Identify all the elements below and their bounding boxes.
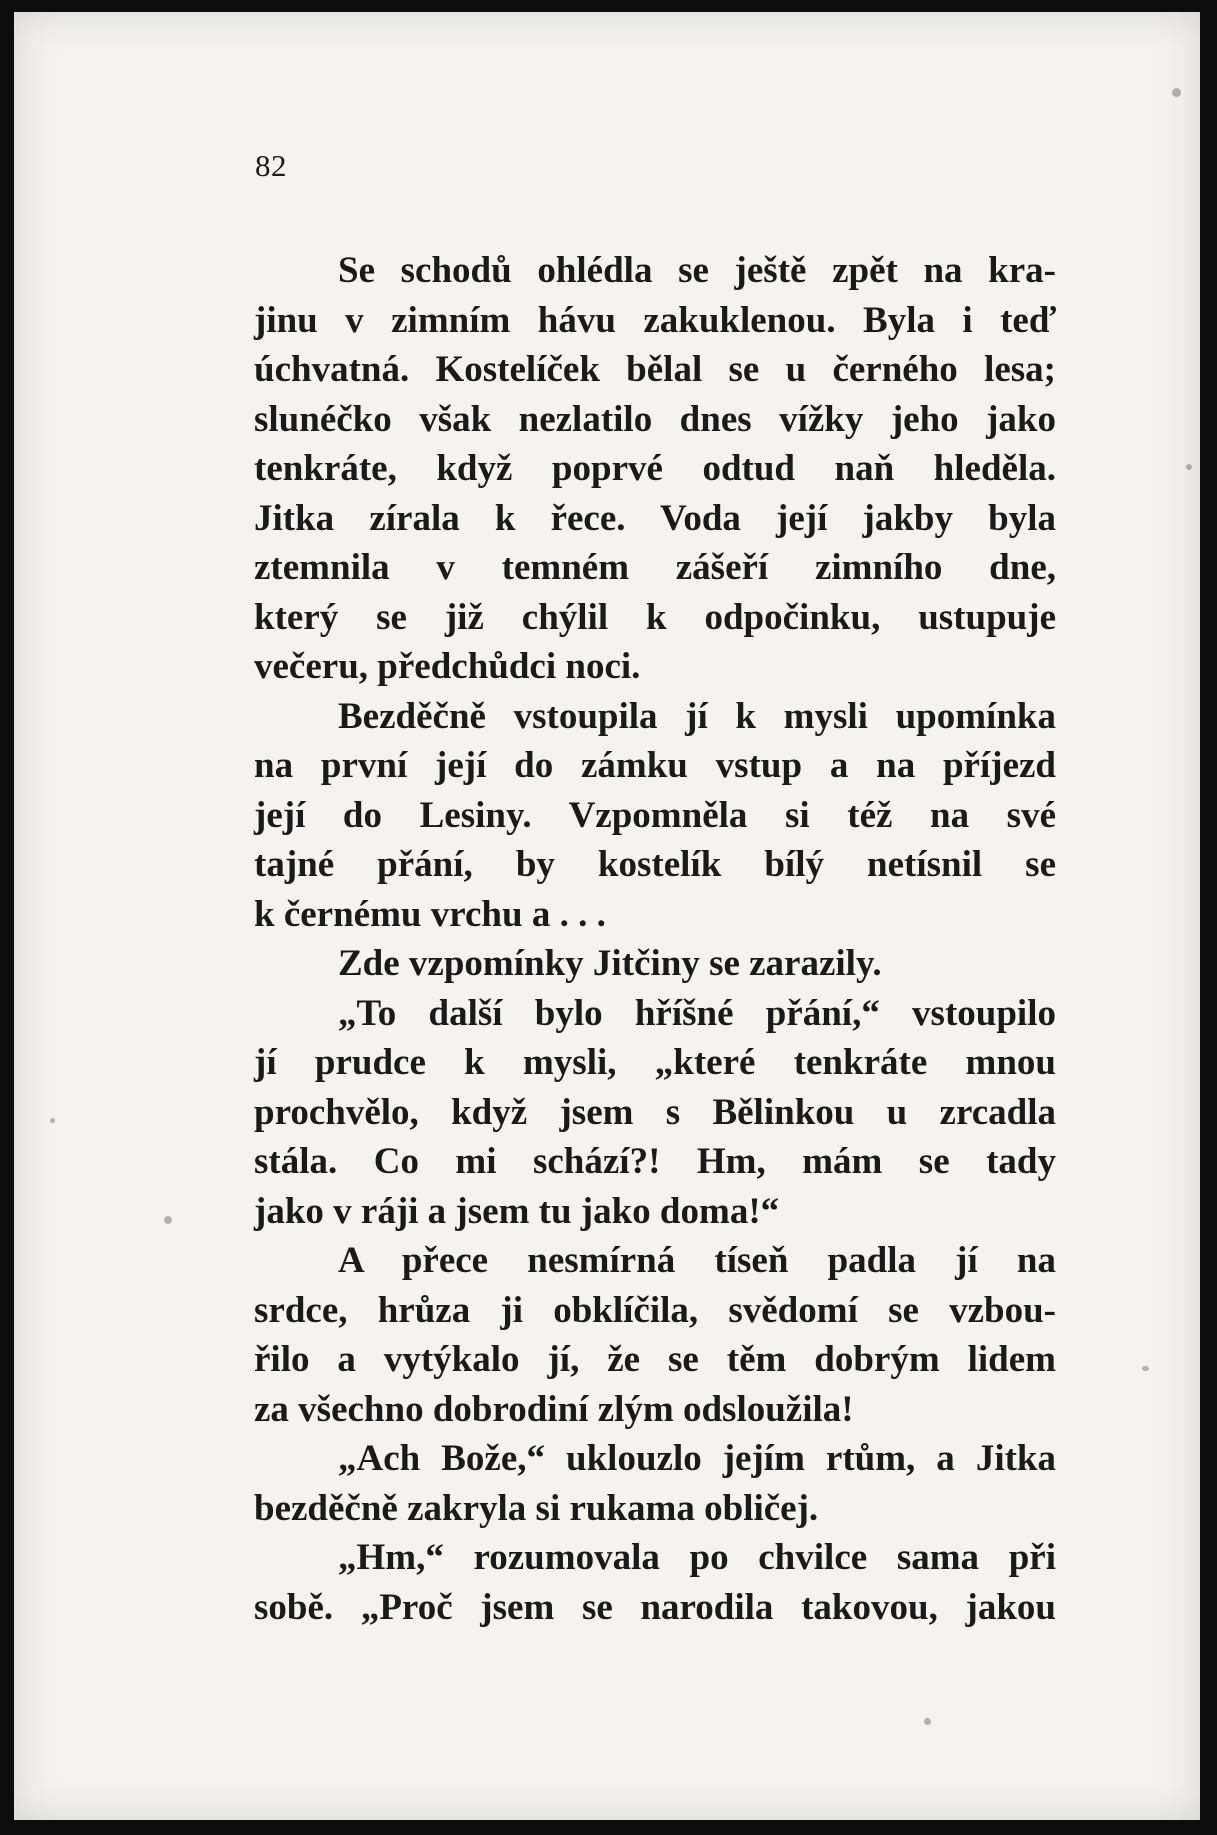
text-line: jí prudce k mysli, „které tenkráte mnou xyxy=(254,1042,1056,1083)
text-line: Zde vzpomínky Jitčiny se zarazily. xyxy=(338,943,882,984)
text-line: „Hm,“ rozumovala po chvilce sama při xyxy=(338,1537,1056,1578)
text-line: Se schodů ohlédla se ještě zpět na kra- xyxy=(338,250,1056,291)
text-line: Bezděčně vstoupila jí k mysli upomínka xyxy=(338,695,1056,737)
text-line: A přece nesmírná tíseň padla jí na xyxy=(338,1240,1056,1281)
scan-speck xyxy=(1186,464,1192,470)
page-number: 82 xyxy=(255,148,287,183)
text-line: večeru, předchůdci noci. xyxy=(254,646,641,687)
scan-speck xyxy=(1142,1366,1149,1371)
text-line: tajné přání, by kostelík bílý netísnil se xyxy=(254,844,1056,885)
text-line: sobě. „Proč jsem se narodila takovou, jakou xyxy=(254,1586,1056,1628)
text-line: jako v ráji a jsem tu jako doma!“ xyxy=(254,1190,780,1232)
scan-speck xyxy=(164,1216,172,1224)
text-line: bezděčně zakryla si rukama obličej. xyxy=(254,1487,819,1529)
text-line: k černému vrchu a . . . xyxy=(254,893,606,935)
scan-speck xyxy=(50,1118,55,1123)
text-line: stála. Co mi schází?! Hm, mám se tady xyxy=(254,1141,1056,1182)
scan-speck xyxy=(1172,88,1181,97)
text-line: úchvatná. Kostelíček bělal se u černého lesa; xyxy=(254,349,1056,390)
text-line: její do Lesiny. Vzpomněla si též na své xyxy=(254,794,1056,836)
page-body-text xyxy=(254,246,1056,1632)
text-line: na první její do zámku vstup a na příjezd xyxy=(254,745,1056,786)
text-line: Jitka zírala k řece. Voda její jakby byla xyxy=(254,497,1056,539)
text-line: slunéčko však nezlatilo dnes vížky jeho jako xyxy=(254,398,1056,440)
scan-speck xyxy=(924,1718,931,1725)
text-line: řilo a vytýkalo jí, že se těm dobrým lidem xyxy=(254,1339,1056,1380)
text-line: prochvělo, když jsem s Bělinkou u zrcadla xyxy=(254,1091,1056,1133)
text-line: jinu v zimním hávu zakuklenou. Byla i teď xyxy=(254,299,1056,341)
text-line: za všechno dobrodiní zlým odsloužila! xyxy=(254,1388,854,1430)
text-line: který se již chýlil k odpočinku, ustupuje xyxy=(254,596,1056,638)
text-line: srdce, hrůza ji obklíčila, svědomí se vzbou- xyxy=(254,1289,1056,1331)
text-line: tenkráte, když poprvé odtud naň hleděla. xyxy=(254,448,1056,489)
text-line: ztemnila v temném zášeří zimního dne, xyxy=(254,547,1056,588)
text-line: „Ach Bože,“ uklouzlo jejím rtům, a Jitka xyxy=(338,1438,1056,1479)
text-line: „To další bylo hříšné přání,“ vstoupilo xyxy=(338,992,1056,1034)
